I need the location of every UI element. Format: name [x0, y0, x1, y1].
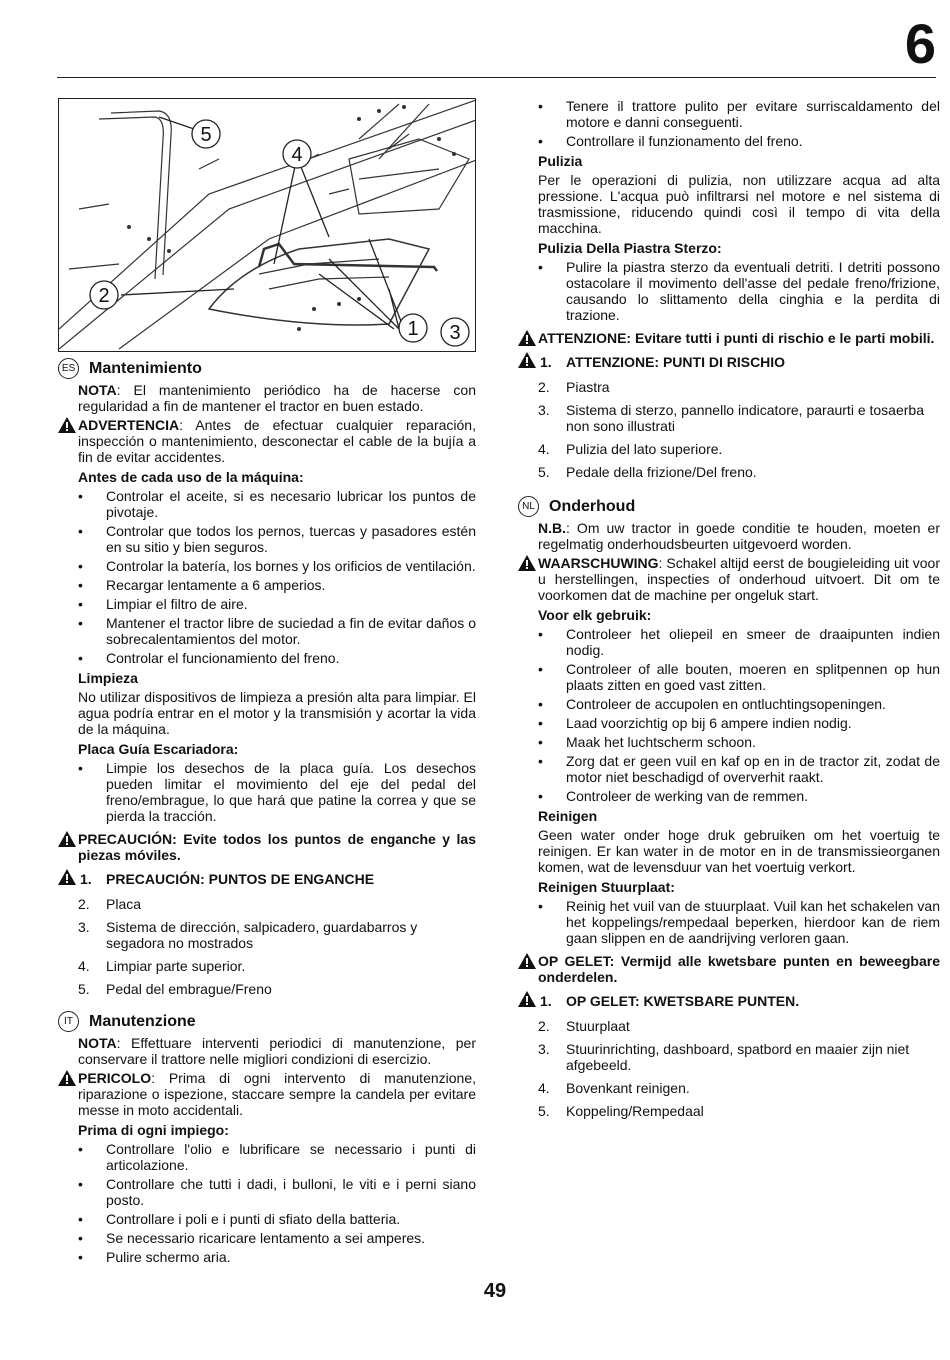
legend-item: 2. Placa [78, 896, 142, 912]
list-item: • Controlar el aceite, si es necesario lubricar los puntos de pivotaje. [106, 488, 476, 520]
list-item: • Controleer de werking van de remmen. [566, 788, 940, 804]
nl-before-list [518, 626, 940, 804]
es-plate-list [58, 760, 476, 824]
es-clean-heading: Limpieza [78, 670, 138, 686]
es-lang-badge: ES [58, 358, 79, 379]
legend-item: 2. Piastra [538, 379, 610, 395]
nl-plate-heading: Reinigen Stuurplaat: [538, 879, 675, 895]
list-item: • Controlar que todos los pernos, tuercas y pasadores estén en su sitio y bien seguros. [106, 523, 476, 555]
nl-before-heading: Voor elk gebruik: [538, 607, 652, 623]
warning-icon [518, 330, 536, 346]
list-item: • Se necessario ricaricare lentamento a sei amperes. [106, 1230, 476, 1246]
list-item: • Limpie los desechos de la placa guía. Los desechos pueden limitar el movimiento del eje del pedal del freno/embrague, lo que hará que patine la correa y que se pierda la tracción. [106, 760, 476, 824]
warning-icon [518, 555, 536, 571]
nl-clean-text: Geen water onder hoge druk gebruiken om het voertuig te reinigen. Er kan water in de motor en in de transmissieorganen komen, wat de levensduur van het voertuig verkort. [538, 827, 940, 875]
es-heading [58, 358, 476, 379]
page-number: 49 [483, 1280, 507, 1302]
list-item: • Controleer de accupolen en ontluchtingsopeningen. [566, 696, 940, 712]
nl-legend [518, 1018, 940, 1119]
es-clean-text: No utilizar dispositivos de limpieza a presión alta para limpiar. El agua podría entrar en el motor y la transmisión y acortar la vida de la máquina. [78, 689, 476, 737]
legend-item: 3. Stuurinrichting, dashboard, spatbord en maaier zijn niet afgebeeld. [538, 1041, 910, 1073]
legend-item: 3. Sistema de dirección, salpicadero, guardabarros y segadora no mostrados [78, 919, 418, 951]
it-lang-badge: IT [58, 1011, 79, 1032]
nl-caution: OP GELET: Vermijd alle kwetsbare punten en beweegbare onderdelen. [518, 953, 940, 985]
it-nota: NOTA: Effettuare interventi periodici di manutenzione, per conservare il trattore nelle migliori condizioni di esercizio. [78, 1035, 476, 1067]
warning-icon [58, 1070, 76, 1086]
legend-item: 5. Pedale della frizione/Del freno. [538, 464, 757, 480]
legend-item: 5. Koppeling/Rempedaal [538, 1103, 704, 1119]
item-number: 1. [540, 993, 552, 1009]
list-item: • Mantener el tractor libre de suciedad a fin de evitar daños o sobrecalentamientos del motor. [106, 615, 476, 647]
it-before-heading: Prima di ogni impiego: [78, 1122, 229, 1138]
legend-item: 4. Bovenkant reinigen. [538, 1080, 690, 1096]
es-caution: PRECAUCIÓN: Evite todos los puntos de enganche y las piezas móviles. [58, 831, 476, 863]
nl-title: Onderhoud [549, 497, 636, 515]
list-item: • Tenere il trattore pulito per evitare surriscaldamento del motore e danni conseguenti. [566, 98, 940, 130]
list-item: • Maak het luchtscherm schoon. [566, 734, 940, 750]
nl-warning: WAARSCHUWING: Schakel altijd eerst de bougieleiding uit voor u herstellingen, inspecties of onderhoud uitvoert. Dit om te voorkomen dat de machine per ongeluk start. [518, 555, 940, 603]
list-item: • Laad voorzichtig op bij 6 ampere indien nodig. [566, 715, 940, 731]
es-plate-heading: Placa Guía Escariadora: [78, 741, 239, 757]
list-item: • Limpiar el filtro de aire. [106, 596, 476, 612]
warning-icon [518, 352, 536, 368]
chapter-number: 6 [904, 12, 936, 75]
it-before-list-part1 [58, 1141, 476, 1265]
es-warning: ADVERTENCIA: Antes de efectuar cualquier reparación, inspección o mantenimiento, desconectar el cable de la bujía a fin de evitar accidentes. [58, 417, 476, 465]
warning-icon [518, 991, 536, 1007]
warning-icon [58, 831, 76, 847]
es-before-heading: Antes de cada uso de la máquina: [78, 469, 304, 485]
it-clean-text: Per le operazioni di pulizia, non utilizzare acqua ad alta pressione. L'acqua può infiltrarsi nel motore e nel sistema di trasmissione, riducendo quindi così il tempo di vita della macchina. [538, 172, 940, 236]
list-item: • Pulire schermo aria. [106, 1249, 476, 1265]
nl-heading [518, 496, 940, 517]
nl-caution-item: 1. OP GELET: KWETSBARE PUNTEN. [518, 993, 940, 1009]
it-plate-heading: Pulizia Della Piastra Sterzo: [538, 240, 722, 256]
list-item: • Zorg dat er geen vuil en kaf op en in de tractor zit, zodat de motor niet beschadigd of oververhit raakt. [566, 753, 940, 785]
warning-icon [58, 869, 76, 885]
it-caution: ATTENZIONE: Evitare tutti i punti di rischio e le parti mobili. [518, 330, 940, 346]
right-column [518, 98, 940, 1126]
list-item: • Recargar lentamente a 6 amperios. [106, 577, 476, 593]
list-item: • Controlar el funcionamiento del freno. [106, 650, 476, 666]
es-nota: NOTA: El mantenimiento periódico ha de hacerse con regularidad a fin de mantener el tractor en buen estado. [78, 382, 476, 414]
list-item: • Controllare i poli e i punti di sfiato della batteria. [106, 1211, 476, 1227]
list-item: • Controllare l'olio e lubrificare se necessario i punti di articolazione. [106, 1141, 476, 1173]
item-number: 1. [80, 871, 92, 887]
callout-4: 4 [291, 144, 303, 166]
list-item: • Controllare che tutti i dadi, i bulloni, le viti e i perni siano posto. [106, 1176, 476, 1208]
nl-lang-badge: NL [518, 496, 539, 517]
it-warning: PERICOLO: Prima di ogni intervento di manutenzione, riparazione o ispezione, staccare sempre la candela per evitare messe in moto accidentali. [58, 1070, 476, 1118]
callout-3: 3 [449, 322, 461, 344]
it-before-list-part2 [518, 98, 940, 149]
legend-item: 2. Stuurplaat [538, 1018, 630, 1034]
list-item: • Controlar la batería, los bornes y los orificios de ventilación. [106, 558, 476, 574]
callout-1: 1 [407, 318, 419, 340]
legend-item: 3. Sistema di sterzo, pannello indicatore, paraurti e tosaerba non sono illustrati [538, 402, 924, 434]
maintenance-figure [58, 98, 476, 352]
list-item: • Controleer of alle bouten, moeren en splitpennen op hun plaats zitten en goed vast zitten. [566, 661, 940, 693]
list-item: • Reinig het vuil van de stuurplaat. Vuil kan het schakelen van het koppelings/rempedaal beperken, hierdoor kan de riem gaan slippen en de aandrijving verloren gaan. [566, 898, 940, 946]
es-title: Mantenimiento [89, 359, 202, 377]
es-caution-item: 1. PRECAUCIÓN: PUNTOS DE ENGANCHE [58, 871, 476, 887]
es-before-list [58, 488, 476, 666]
legend-item: 4. Limpiar parte superior. [78, 958, 246, 974]
callout-2: 2 [98, 285, 110, 307]
legend-item: 5. Pedal del embrague/Freno [78, 981, 272, 997]
nl-nota: N.B.: Om uw tractor in goede conditie te houden, moeten er regelmatig onderhoudsbeurten uitgevoerd worden. [538, 520, 940, 552]
list-item: • Pulire la piastra sterzo da eventuali detriti. I detriti possono ostacolare il movimento dell'asse del pedale freno/frizione, causando lo slittamento della cinghia e la perdita di trazione. [566, 259, 940, 323]
nl-clean-heading: Reinigen [538, 808, 598, 824]
left-column [58, 98, 476, 1268]
legend-item: 4. Pulizia del lato superiore. [538, 441, 723, 457]
callout-5: 5 [200, 124, 212, 146]
it-legend [518, 379, 940, 480]
list-item: • Controleer het oliepeil en smeer de draaipunten indien nodig. [566, 626, 940, 658]
es-legend [58, 896, 476, 997]
header-rule [57, 77, 936, 78]
it-caution-item: 1. ATTENZIONE: PUNTI DI RISCHIO [518, 354, 940, 370]
it-clean-heading: Pulizia [538, 153, 583, 169]
it-title: Manutenzione [89, 1012, 196, 1030]
it-heading [58, 1011, 476, 1032]
warning-icon [58, 417, 76, 433]
warning-icon [518, 953, 536, 969]
list-item: • Controllare il funzionamento del freno. [566, 133, 940, 149]
item-number: 1. [540, 354, 552, 370]
steering-plate-illustration [59, 99, 475, 351]
nl-plate-list [518, 898, 940, 946]
it-plate-list [518, 259, 940, 323]
